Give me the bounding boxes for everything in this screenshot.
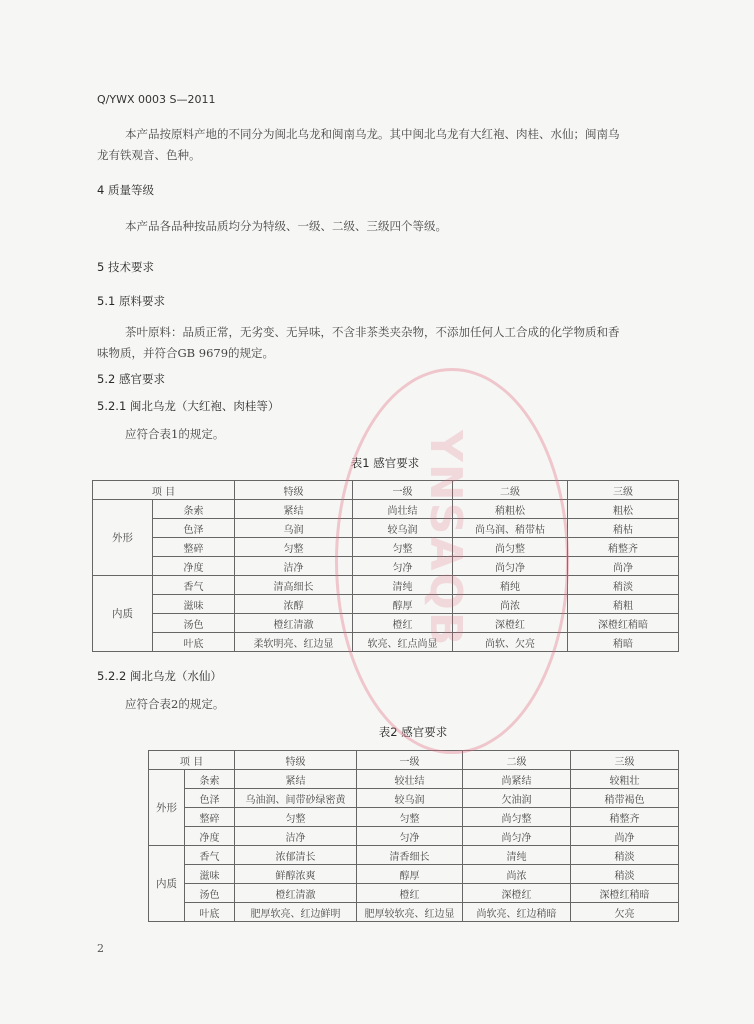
section-5-heading: 5 技术要求 bbox=[97, 260, 154, 274]
table-cell: 稍暗 bbox=[568, 633, 679, 652]
section-4-heading: 4 质量等级 bbox=[97, 183, 154, 197]
table-row bbox=[93, 519, 679, 538]
table-row bbox=[93, 614, 679, 633]
table-cell: 条索 bbox=[153, 500, 235, 519]
intro-line-1: 本产品按原料产地的不同分为闽北乌龙和闽南乌龙。其中闽北乌龙有大红袍、肉桂、水仙；闽南乌 bbox=[125, 127, 620, 141]
table-row bbox=[149, 808, 679, 827]
table-cell: 尚紧结 bbox=[463, 770, 571, 789]
table-1-header-grade: 三级 bbox=[568, 481, 679, 500]
table-1-header-grade: 特级 bbox=[235, 481, 353, 500]
table-cell: 匀整 bbox=[235, 538, 353, 557]
table-cell: 深橙红 bbox=[453, 614, 568, 633]
table-row bbox=[149, 903, 679, 922]
table-cell: 醇厚 bbox=[357, 865, 463, 884]
table-row bbox=[93, 538, 679, 557]
section-5-1-line-2: 味物质，并符合GB 9679的规定。 bbox=[97, 346, 275, 360]
table-cell: 较壮结 bbox=[357, 770, 463, 789]
table-1-header-item: 项 目 bbox=[93, 481, 235, 500]
table-cell: 香气 bbox=[185, 846, 235, 865]
section-5-2-1-text: 应符合表1的规定。 bbox=[125, 427, 225, 441]
table-2-header-item: 项 目 bbox=[149, 751, 235, 770]
table-row bbox=[93, 633, 679, 652]
table-cell: 净度 bbox=[185, 827, 235, 846]
table-2-header-grade: 特级 bbox=[235, 751, 357, 770]
table-2-header-grade: 一级 bbox=[357, 751, 463, 770]
table-cell: 尚净 bbox=[568, 557, 679, 576]
table-row bbox=[93, 595, 679, 614]
table-cell: 橙红清澈 bbox=[235, 614, 353, 633]
table-cell: 稍整齐 bbox=[568, 538, 679, 557]
table-cell: 匀整 bbox=[353, 538, 453, 557]
table-cell: 香气 bbox=[153, 576, 235, 595]
table-cell: 欠油润 bbox=[463, 789, 571, 808]
table-cell: 肥厚软亮、红边鲜明 bbox=[235, 903, 357, 922]
table-cell: 洁净 bbox=[235, 827, 357, 846]
table-cell: 尚乌润、稍带枯 bbox=[453, 519, 568, 538]
table-cell: 洁净 bbox=[235, 557, 353, 576]
table-1-header-grade: 一级 bbox=[353, 481, 453, 500]
table-row bbox=[149, 865, 679, 884]
table-row bbox=[149, 884, 679, 903]
table-cell: 稍枯 bbox=[568, 519, 679, 538]
section-5-2-heading: 5.2 感官要求 bbox=[97, 372, 165, 386]
table-cell: 稍粗 bbox=[568, 595, 679, 614]
table-cell: 较乌润 bbox=[353, 519, 453, 538]
table-cell: 清香细长 bbox=[357, 846, 463, 865]
document-code-header: Q/YWX 0003 S—2011 bbox=[97, 93, 216, 106]
table-cell: 较粗壮 bbox=[571, 770, 679, 789]
section-5-2-1-heading: 5.2.1 闽北乌龙（大红袍、肉桂等） bbox=[97, 399, 280, 413]
table-cell: 肥厚较软亮、红边显 bbox=[357, 903, 463, 922]
section-4-text: 本产品各品种按品质均分为特级、一级、二级、三级四个等级。 bbox=[125, 219, 447, 233]
table-2-group-label: 外形 bbox=[149, 770, 185, 846]
table-cell: 稍粗松 bbox=[453, 500, 568, 519]
table-cell: 软亮、红点尚显 bbox=[353, 633, 453, 652]
table-row bbox=[149, 770, 679, 789]
table-cell: 尚匀净 bbox=[453, 557, 568, 576]
table-cell: 紧结 bbox=[235, 500, 353, 519]
table-cell: 尚匀整 bbox=[463, 808, 571, 827]
table-cell: 深橙红稍暗 bbox=[571, 884, 679, 903]
table-cell: 清纯 bbox=[463, 846, 571, 865]
table-cell: 橙红 bbox=[353, 614, 453, 633]
table-cell: 叶底 bbox=[185, 903, 235, 922]
table-1-group-label: 外形 bbox=[93, 500, 153, 576]
table-cell: 乌润 bbox=[235, 519, 353, 538]
table-cell: 清纯 bbox=[353, 576, 453, 595]
table-cell: 深橙红 bbox=[463, 884, 571, 903]
table-cell: 稍淡 bbox=[571, 846, 679, 865]
table-cell: 紧结 bbox=[235, 770, 357, 789]
table-cell: 匀净 bbox=[353, 557, 453, 576]
table-cell: 尚软、欠亮 bbox=[453, 633, 568, 652]
table-cell: 较乌润 bbox=[357, 789, 463, 808]
table-1-header-grade: 二级 bbox=[453, 481, 568, 500]
table-cell: 尚匀整 bbox=[453, 538, 568, 557]
table-cell: 匀整 bbox=[357, 808, 463, 827]
table-cell: 滋味 bbox=[185, 865, 235, 884]
table-2-header-grade: 三级 bbox=[571, 751, 679, 770]
table-1-caption: 表1 感官要求 bbox=[350, 456, 420, 470]
table-cell: 稍带褐色 bbox=[571, 789, 679, 808]
seal-lettering: YNSAQB bbox=[420, 430, 471, 648]
table-2-header-row bbox=[149, 751, 679, 770]
table-cell: 稍纯 bbox=[453, 576, 568, 595]
table-cell: 尚壮结 bbox=[353, 500, 453, 519]
table-row bbox=[149, 846, 679, 865]
table-cell: 浓醇 bbox=[235, 595, 353, 614]
table-cell: 尚净 bbox=[571, 827, 679, 846]
table-cell: 尚浓 bbox=[463, 865, 571, 884]
section-5-2-2-heading: 5.2.2 闽北乌龙（水仙） bbox=[97, 669, 222, 683]
table-cell: 尚软亮、红边稍暗 bbox=[463, 903, 571, 922]
table-row bbox=[93, 500, 679, 519]
table-cell: 浓郁清长 bbox=[235, 846, 357, 865]
table-cell: 色泽 bbox=[185, 789, 235, 808]
table-cell: 尚匀净 bbox=[463, 827, 571, 846]
section-5-1-line-1: 茶叶原料：品质正常，无劣变、无异味，不含非茶类夹杂物，不添加任何人工合成的化学物质和香 bbox=[125, 325, 620, 339]
table-row bbox=[93, 557, 679, 576]
table-cell: 深橙红稍暗 bbox=[568, 614, 679, 633]
table-cell: 柔软明亮、红边显 bbox=[235, 633, 353, 652]
table-cell: 尚浓 bbox=[453, 595, 568, 614]
intro-line-2: 龙有铁观音、色种。 bbox=[97, 148, 201, 162]
table-1-header-row bbox=[93, 481, 679, 500]
table-cell: 滋味 bbox=[153, 595, 235, 614]
table-row bbox=[93, 576, 679, 595]
table-cell: 色泽 bbox=[153, 519, 235, 538]
page-number: 2 bbox=[97, 942, 104, 955]
table-cell: 汤色 bbox=[153, 614, 235, 633]
table-cell: 清高细长 bbox=[235, 576, 353, 595]
table-cell: 稍淡 bbox=[568, 576, 679, 595]
table-cell: 匀净 bbox=[357, 827, 463, 846]
table-cell: 稍整齐 bbox=[571, 808, 679, 827]
table-cell: 条索 bbox=[185, 770, 235, 789]
table-row bbox=[149, 789, 679, 808]
table-cell: 乌油润、间带砂绿密黄 bbox=[235, 789, 357, 808]
table-cell: 匀整 bbox=[235, 808, 357, 827]
table-row bbox=[149, 827, 679, 846]
table-cell: 鲜醇浓爽 bbox=[235, 865, 357, 884]
table-cell: 整碎 bbox=[153, 538, 235, 557]
table-cell: 整碎 bbox=[185, 808, 235, 827]
table-2-caption: 表2 感官要求 bbox=[378, 725, 448, 739]
section-5-1-heading: 5.1 原料要求 bbox=[97, 294, 165, 308]
table-1-group-label: 内质 bbox=[93, 576, 153, 652]
table-cell: 稍淡 bbox=[571, 865, 679, 884]
table-2-header-grade: 二级 bbox=[463, 751, 571, 770]
table-cell: 欠亮 bbox=[571, 903, 679, 922]
table-cell: 醇厚 bbox=[353, 595, 453, 614]
table-2 bbox=[148, 750, 679, 922]
table-cell: 净度 bbox=[153, 557, 235, 576]
section-5-2-2-text: 应符合表2的规定。 bbox=[125, 697, 225, 711]
table-cell: 叶底 bbox=[153, 633, 235, 652]
table-cell: 橙红 bbox=[357, 884, 463, 903]
table-1 bbox=[92, 480, 679, 652]
table-cell: 橙红清澈 bbox=[235, 884, 357, 903]
table-cell: 粗松 bbox=[568, 500, 679, 519]
table-cell: 汤色 bbox=[185, 884, 235, 903]
table-2-group-label: 内质 bbox=[149, 846, 185, 922]
